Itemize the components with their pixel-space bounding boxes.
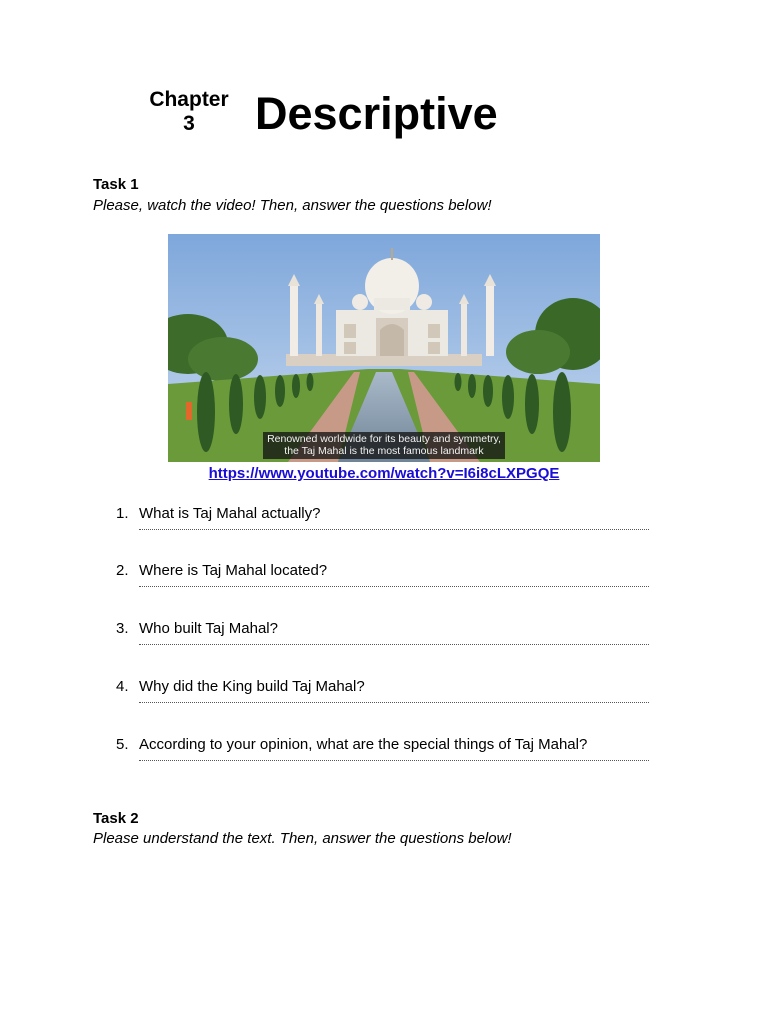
video-thumbnail[interactable] xyxy=(168,234,600,462)
question-text: According to your opinion, what are the special things of Taj Mahal? xyxy=(139,736,588,753)
task2-heading: Task 2 xyxy=(93,810,139,827)
task1-heading: Task 1 xyxy=(93,176,139,193)
video-caption xyxy=(168,432,600,460)
question-text: Where is Taj Mahal located? xyxy=(139,562,328,579)
question-text: Who built Taj Mahal? xyxy=(139,620,278,637)
chapter-word: Chapter xyxy=(149,88,229,111)
question-number: 2. xyxy=(116,562,129,579)
question-number: 5. xyxy=(116,736,129,753)
video-caption-line-1: Renowned worldwide for its beauty and symmetry, xyxy=(267,432,501,445)
question-number: 3. xyxy=(116,620,129,637)
answer-line[interactable] xyxy=(139,702,649,703)
question-text: Why did the King build Taj Mahal? xyxy=(139,678,365,695)
question-number: 1. xyxy=(116,505,129,522)
answer-line[interactable] xyxy=(139,760,649,761)
answer-line[interactable] xyxy=(139,586,649,587)
video-caption-line-2: the Taj Mahal is the most famous landmark xyxy=(284,445,484,457)
question-text: What is Taj Mahal actually? xyxy=(139,505,321,522)
page-title: Descriptive xyxy=(255,88,498,139)
answer-line[interactable] xyxy=(139,529,649,530)
taj-mahal-photo xyxy=(168,234,600,462)
question-number: 4. xyxy=(116,678,129,695)
video-link[interactable]: https://www.youtube.com/watch?v=I6i8cLXPGQE xyxy=(208,465,560,482)
chapter-number: 3 xyxy=(183,112,195,135)
chapter-label xyxy=(140,88,238,136)
task2-instruction: Please understand the text. Then, answer the questions below! xyxy=(93,830,512,847)
task1-instruction: Please, watch the video! Then, answer the questions below! xyxy=(93,197,492,214)
answer-line[interactable] xyxy=(139,644,649,645)
